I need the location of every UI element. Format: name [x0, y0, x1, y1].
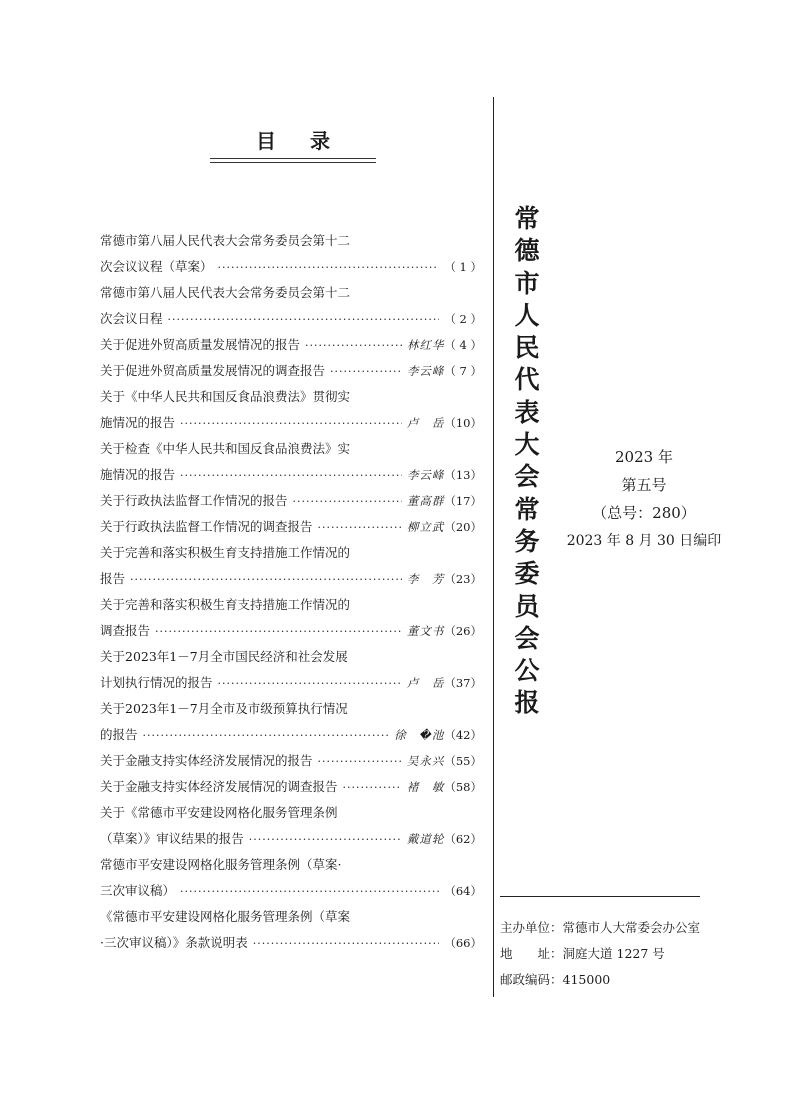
- toc-entry-author: 柳立武: [406, 520, 445, 534]
- toc-entry-author: 李云峰: [406, 468, 445, 482]
- title-char: 表: [514, 397, 540, 427]
- toc-entry-line: [100, 722, 482, 748]
- toc-entry-line: [100, 696, 482, 722]
- toc-entry-line: [100, 800, 482, 826]
- title-char: 常: [514, 204, 540, 233]
- toc-entry-page: （37）: [444, 676, 482, 690]
- title-char: 德: [514, 236, 540, 266]
- organizer-row: [500, 915, 700, 941]
- toc-entry-title: 常德市第八届人民代表大会常务委员会第十二: [100, 233, 351, 248]
- toc-entry-title: ·三次审议稿）》条款说明表: [100, 935, 248, 950]
- toc-entry-line: [100, 774, 482, 800]
- toc-entry-line: [100, 488, 482, 514]
- issue-total: （总号：280）: [592, 504, 696, 522]
- toc-entry-line: [100, 540, 482, 566]
- dot-leader: [293, 489, 402, 515]
- toc-entry-title: 计划执行情况的报告: [100, 675, 213, 690]
- toc-entry-title: 报告: [100, 571, 126, 586]
- publication-title: [512, 203, 542, 720]
- toc-entry-page: （23）: [444, 572, 482, 586]
- address-label: 地 址：: [500, 946, 563, 961]
- toc-entry-title: 的报告: [100, 727, 138, 742]
- organizer-label: 主办单位：: [500, 920, 563, 935]
- toc-entry-line: [100, 254, 482, 280]
- title-char: 民: [514, 333, 540, 363]
- toc-entry-line: [100, 436, 482, 462]
- toc-entry-title: 三次审议稿）: [100, 883, 176, 898]
- toc-entry-page: （62）: [444, 832, 482, 846]
- toc-entry-line: [100, 358, 482, 384]
- toc-entry-page: （42）: [444, 728, 482, 742]
- toc-entry-page: （26）: [444, 624, 482, 638]
- toc-entry-page: （ 2 ）: [444, 312, 482, 326]
- toc-entry-author: 董高群: [406, 494, 445, 508]
- toc-entry-line: [100, 228, 482, 254]
- toc-entry-title: 关于2023年1－7月全市及市级预算执行情况: [100, 701, 348, 716]
- postcode-row: [500, 967, 700, 993]
- toc-entry-title: 关于《中华人民共和国反食品浪费法》贯彻实: [100, 389, 351, 404]
- issue-block: [544, 443, 744, 555]
- toc-entry-line: [100, 462, 482, 488]
- title-char: 公: [514, 656, 540, 686]
- title-char: 会: [514, 623, 540, 653]
- toc-entry-title: 施情况的报告: [100, 467, 176, 482]
- toc-entry-line: [100, 410, 482, 436]
- toc-entry-author: 戴道轮: [406, 832, 445, 846]
- toc-entry-page: （55）: [444, 754, 482, 768]
- title-rule-top: [210, 158, 376, 159]
- title-char: 会: [514, 462, 540, 492]
- dot-leader: [253, 931, 440, 957]
- toc-entry-line: [100, 566, 482, 592]
- toc-entry-line: [100, 930, 482, 956]
- toc-entry-author: 林红华: [406, 338, 445, 352]
- title-char: 员: [514, 591, 540, 621]
- toc-entry-title: 关于检查《中华人民共和国反食品浪费法》实: [100, 441, 351, 456]
- toc-entry-page: （20）: [444, 520, 482, 534]
- toc-entry-line: [100, 852, 482, 878]
- toc-entry-author: 徐 �池: [394, 728, 445, 742]
- toc-entry-page: （13）: [444, 468, 482, 482]
- toc-entry-page: （10）: [444, 416, 482, 430]
- toc-entry-title: 关于完善和落实积极生育支持措施工作情况的: [100, 597, 351, 612]
- toc-entry-author: 卢 岳: [406, 416, 445, 430]
- toc-entry-line: [100, 618, 482, 644]
- toc-entry-line: [100, 514, 482, 540]
- title-char: 市: [514, 268, 540, 298]
- toc-entry-title: 次会议议程（草案）: [100, 259, 213, 274]
- title-char: 报: [514, 688, 540, 718]
- toc-entry-line: [100, 644, 482, 670]
- issue-date: 2023 年 8 月 30 日编印: [566, 533, 722, 549]
- title-char: 代: [514, 365, 540, 395]
- toc-entry-title: 关于2023年1－7月全市国民经济和社会发展: [100, 649, 348, 664]
- toc-entry-author: 卢 岳: [406, 676, 445, 690]
- dot-leader: [180, 463, 402, 489]
- toc-entry-title: 施情况的报告: [100, 415, 176, 430]
- issue-year: 2023 年: [615, 448, 673, 466]
- toc-entry-page: （17）: [444, 494, 482, 508]
- dot-leader: [180, 879, 439, 905]
- toc-entry-title: 《常德市平安建设网格化服务管理条例（草案: [100, 909, 351, 924]
- title-char: 人: [514, 300, 540, 330]
- toc-entry-title: 关于促进外贸高质量发展情况的调查报告: [100, 363, 326, 378]
- toc-entry-author: 董文书: [406, 624, 445, 638]
- dot-leader: [249, 827, 402, 853]
- title-char: 大: [514, 430, 540, 460]
- dot-leader: [218, 255, 440, 281]
- dot-leader: [168, 307, 440, 333]
- toc-entry-author: 李 芳: [406, 572, 445, 586]
- toc-entry-line: [100, 280, 482, 306]
- toc-entry-line: [100, 878, 482, 904]
- toc-entry-line: [100, 306, 482, 332]
- toc-entry-title: 关于金融支持实体经济发展情况的调查报告: [100, 779, 338, 794]
- toc-entry-title: 常德市平安建设网格化服务管理条例（草案·: [100, 857, 342, 872]
- toc-entry-title: 次会议日程: [100, 311, 163, 326]
- toc-entry-author: 吴永兴: [406, 754, 445, 768]
- dot-leader: [343, 775, 402, 801]
- toc-entry-author: 李云峰: [406, 364, 445, 378]
- dot-leader: [330, 359, 402, 385]
- address-value: 洞庭大道 1227 号: [562, 946, 665, 961]
- toc-entry-title: 关于行政执法监督工作情况的报告: [100, 493, 288, 508]
- toc-entry-title: 调查报告: [100, 623, 151, 638]
- postcode-value: 415000: [562, 972, 611, 987]
- toc-entry-line: [100, 384, 482, 410]
- toc-entry-title: 关于行政执法监督工作情况的调查报告: [100, 519, 313, 534]
- title-rule-bottom: [210, 162, 376, 163]
- dot-leader: [305, 333, 402, 359]
- vertical-divider: [493, 97, 494, 997]
- toc-entry-line: [100, 826, 482, 852]
- toc-entry-title: 关于完善和落实积极生育支持措施工作情况的: [100, 545, 351, 560]
- toc-entry-line: [100, 592, 482, 618]
- toc-title: 目录: [256, 129, 364, 153]
- toc-entry-page: （66）: [444, 936, 482, 950]
- toc-entry-title: 常德市第八届人民代表大会常务委员会第十二: [100, 285, 351, 300]
- toc-entry-author: 褚 敏: [406, 780, 445, 794]
- toc-entry-line: [100, 670, 482, 696]
- toc-entry-line: [100, 904, 482, 930]
- title-char: 委: [514, 559, 540, 589]
- info-rule: [500, 896, 700, 897]
- dot-leader: [155, 619, 402, 645]
- toc-entry-title: 关于金融支持实体经济发展情况的报告: [100, 753, 313, 768]
- dot-leader: [318, 515, 402, 541]
- dot-leader: [318, 749, 402, 775]
- table-of-contents: [100, 228, 482, 956]
- issue-number: 第五号: [621, 476, 667, 494]
- title-char: 务: [514, 526, 540, 556]
- toc-entry-page: （64）: [444, 884, 482, 898]
- title-char: 常: [514, 494, 540, 524]
- dot-leader: [180, 411, 402, 437]
- toc-entry-page: （ 7 ）: [444, 364, 482, 378]
- toc-entry-page: （ 4 ）: [444, 338, 482, 352]
- toc-entry-page: （58）: [444, 780, 482, 794]
- toc-entry-title: （草案）》审议结果的报告: [100, 831, 244, 846]
- address-row: [500, 941, 700, 967]
- dot-leader: [218, 671, 402, 697]
- organizer-value: 常德市人大常委会办公室: [562, 920, 701, 935]
- toc-entry-line: [100, 332, 482, 358]
- dot-leader: [143, 723, 390, 749]
- toc-entry-title: 关于促进外贸高质量发展情况的报告: [100, 337, 301, 352]
- toc-entry-line: [100, 748, 482, 774]
- toc-entry-title: 关于《常德市平安建设网格化服务管理条例: [100, 805, 338, 820]
- publisher-info: [500, 915, 700, 993]
- postcode-label: 邮政编码：: [500, 972, 563, 987]
- toc-entry-page: （ 1 ）: [444, 260, 482, 274]
- dot-leader: [130, 567, 402, 593]
